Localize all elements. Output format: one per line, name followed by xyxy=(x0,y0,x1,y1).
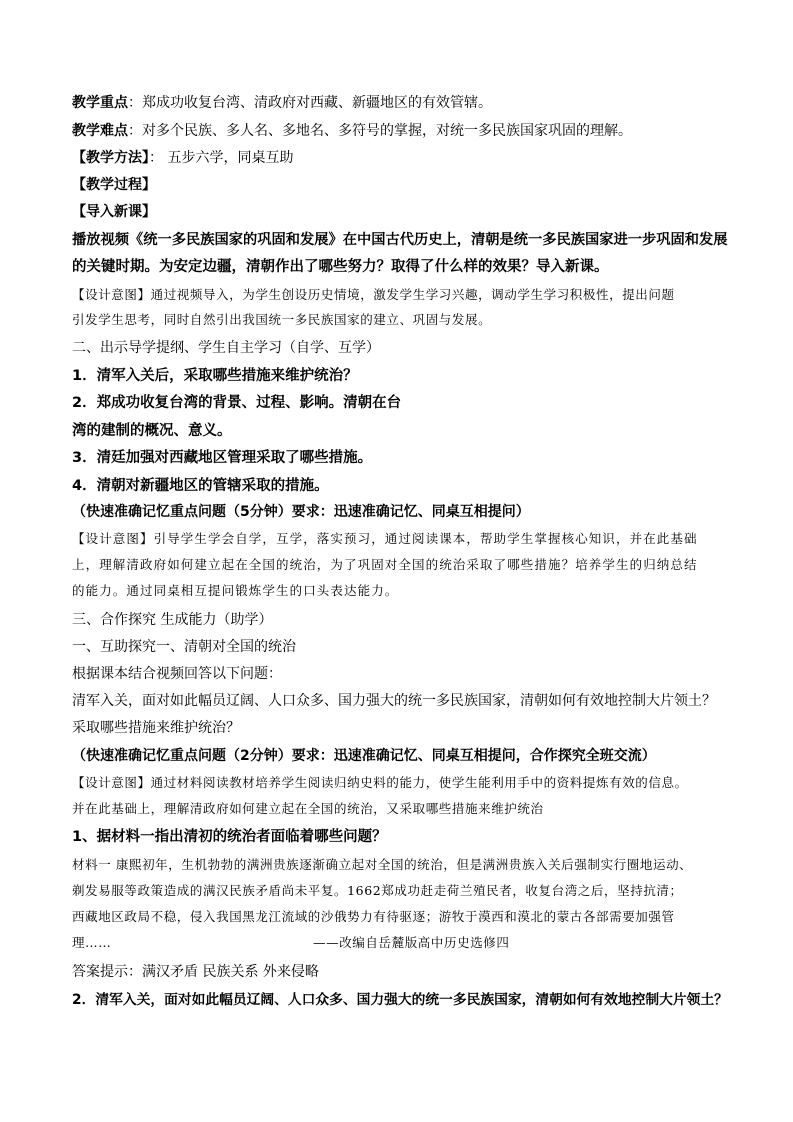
key-points-label: 教学重点 xyxy=(72,95,128,111)
key-points-line xyxy=(72,96,492,110)
material-question-1: 1、据材料一指出清初的统治者面临着哪些问题？ xyxy=(72,829,387,845)
guide-question-4: 4．清朝对新疆地区的管辖采取的措施。 xyxy=(72,478,329,494)
answer-hint: 答案提示：满汉矛盾 民族关系 外来侵略 xyxy=(72,964,319,980)
material-question-2: 2．清军入关，面对如此幅员辽阔、人口众多、国力强大的统一多民族国家，清朝如何有效地控制大片领土？ xyxy=(72,992,728,1008)
method-line xyxy=(72,151,293,165)
section-3-heading: 三、合作探究 生成能力（助学） xyxy=(72,612,273,628)
design-intent-2-line-1: 【设计意图】引导学生学会自学，互学，落实预习，通过阅读课本，帮助学生掌握核心知识，并在此基础 xyxy=(72,531,698,546)
process-heading: 【教学过程】 xyxy=(72,177,156,193)
guide-question-1: 1．清军入关后，采取哪些措施来维护统治？ xyxy=(72,368,358,384)
intro-heading: 【导入新课】 xyxy=(72,204,156,220)
guide-question-3: 3．清廷加强对西藏地区管理采取了哪些措施。 xyxy=(72,450,373,466)
difficulty-line xyxy=(72,124,632,138)
requirement-2: （快速准确记忆重点问题（2分钟）要求：迅速准确记忆、同桌互相提问，合作探究全班交流） xyxy=(72,748,656,764)
design-intent-1-line-2: 引发学生思考，同时自然引出我国统一多民族国家的建立、巩固与发展。 xyxy=(72,312,492,327)
guide-question-2-line-2: 湾的建制的概况、意义。 xyxy=(72,423,232,439)
material-1-line-3: 西藏地区政局不稳，侵入我国黑龙江流域的沙俄势力有待驱逐；游牧于漠西和漠北的蒙古各部需要加强管 xyxy=(72,909,675,924)
material-source: ——改编自岳麓版高中历史选修四 xyxy=(313,935,510,950)
main-question-line-2: 采取哪些措施来维护统治？ xyxy=(72,720,240,736)
material-1-line-2: 剃发易服等政策造成的满汉民族矛盾尚未平复。1662郑成功赶走荷兰殖民者，收复台湾之后，坚持抗清； xyxy=(72,883,683,898)
design-intent-2-line-2: 上，理解清政府如何建立起在全国的统治，为了巩固对全国的统治采取了哪些措施？培养学生的归纳总结 xyxy=(72,557,698,572)
method-label: 【教学方法】 xyxy=(72,150,149,166)
difficulty-label: 教学难点 xyxy=(72,123,128,139)
design-intent-3-line-1: 【设计意图】通过材料阅读教材培养学生阅读归纳史料的能力，使学生能利用手中的资料提炼有效的信息。 xyxy=(72,775,688,790)
method-text: ： 五步六学，同桌互助 xyxy=(149,150,294,166)
intro-paragraph-line-1: 播放视频《统一多民族国家的巩固和发展》在中国古代历史上，清朝是统一多民族国家进一步巩固和发展 xyxy=(72,232,728,248)
key-points-text: ：郑成功收复台湾、清政府对西藏、新疆地区的有效管辖。 xyxy=(128,95,492,111)
material-1-line-4: 理…… xyxy=(72,935,112,950)
material-1-line-1: 材料一 康熙初年，生机勃勃的满洲贵族逐渐确立起对全国的统治，但是满洲贵族入关后强制实行圈地运动、 xyxy=(72,857,693,872)
section-2-heading: 二、出示导学提纲、学生自主学习（自学、互学） xyxy=(72,340,380,356)
design-intent-3-line-2: 并在此基础上，理解清政府如何建立起在全国的统治，又采取哪些措施来维护统治 xyxy=(72,801,544,816)
instruction-line: 根据课本结合视频回答以下问题： xyxy=(72,666,282,682)
design-intent-1-line-1: 【设计意图】通过视频导入，为学生创设历史情境，激发学生学习兴趣，调动学生学习积极性，提出问题 xyxy=(72,287,675,302)
difficulty-text: ：对多个民族、多人名、多地名、多符号的掌握，对统一多民族国家巩固的理解。 xyxy=(128,123,632,139)
main-question-line-1: 清军入关，面对如此幅员辽阔、人口众多、国力强大的统一多民族国家，清朝如何有效地控制大片领土？ xyxy=(72,693,716,709)
intro-paragraph-line-2: 的关键时期。为安定边疆，清朝作出了哪些努力？取得了什么样的效果？导入新课。 xyxy=(72,259,609,275)
guide-question-2-line-1: 2．郑成功收复台湾的背景、过程、影响。清朝在台 xyxy=(72,395,402,411)
requirement-1: （快速准确记忆重点问题（5分钟）要求：迅速准确记忆、同桌互相提问） xyxy=(72,504,530,520)
design-intent-2-line-3: 的能力。通过同桌相互提问锻炼学生的口头表达能力。 xyxy=(72,583,399,598)
explore-1-heading: 一、互助探究一、清朝对全国的统治 xyxy=(72,639,296,655)
